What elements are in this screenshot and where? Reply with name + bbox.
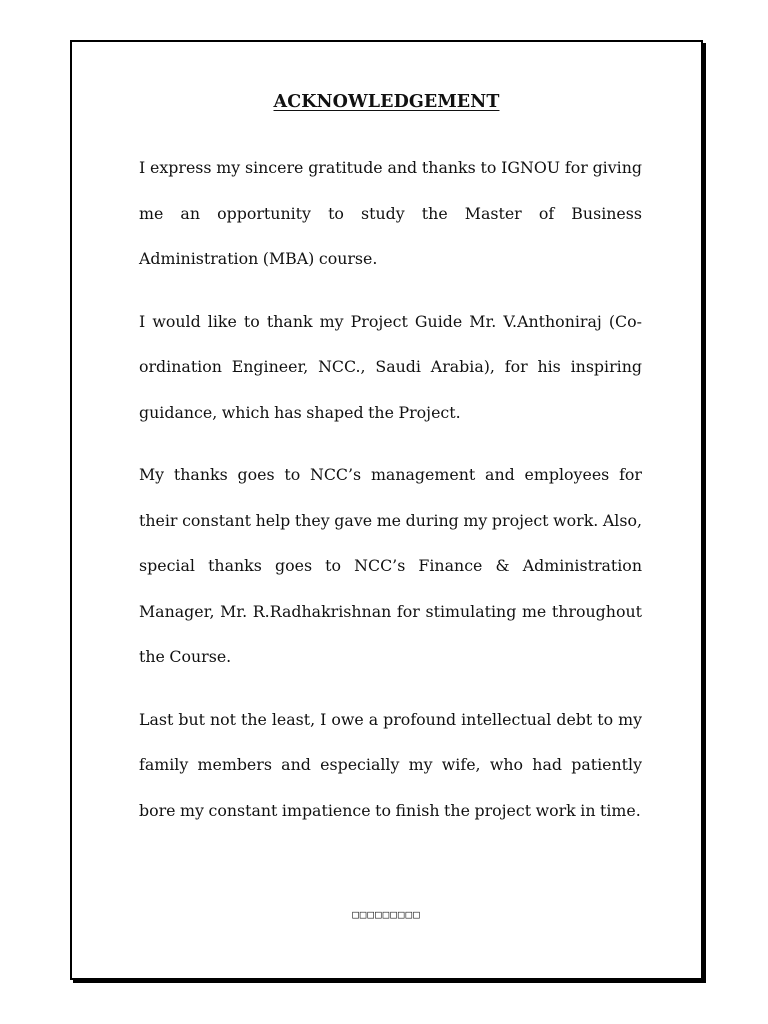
paragraph-ignou: I express my sincere gratitude and thanks to IGNOU for giving me an opportunity to study the Master of Business Administration (MBA) course. — [139, 158, 642, 268]
paragraph-project-guide: I would like to thank my Project Guide Mr. V.Anthoniraj (Co-ordination Engineer, NCC., Saudi Arabia), for his inspiring guidance, which has shaped the Project. — [139, 311, 642, 422]
page-title: ACKNOWLEDGEMENT — [273, 92, 500, 112]
paragraph-family: Last but not the least, I owe a profound intellectual debt to my family members and especially my wife, who had patiently bore my constant impatience to finish the project work in time. — [139, 709, 642, 820]
signature-placeholder: □□□□□□□□□ — [352, 908, 421, 921]
page-frame — [70, 40, 703, 980]
paragraph-ncc-thanks: My thanks goes to NCC’s management and employees for their constant help they gave me during my project work. Also, special thanks goes to NCC’s Finance & Administration Manager, Mr. R.Radhakrishnan for stimulating me throughout the Course. — [139, 465, 642, 666]
acknowledgement-body — [139, 145, 642, 850]
